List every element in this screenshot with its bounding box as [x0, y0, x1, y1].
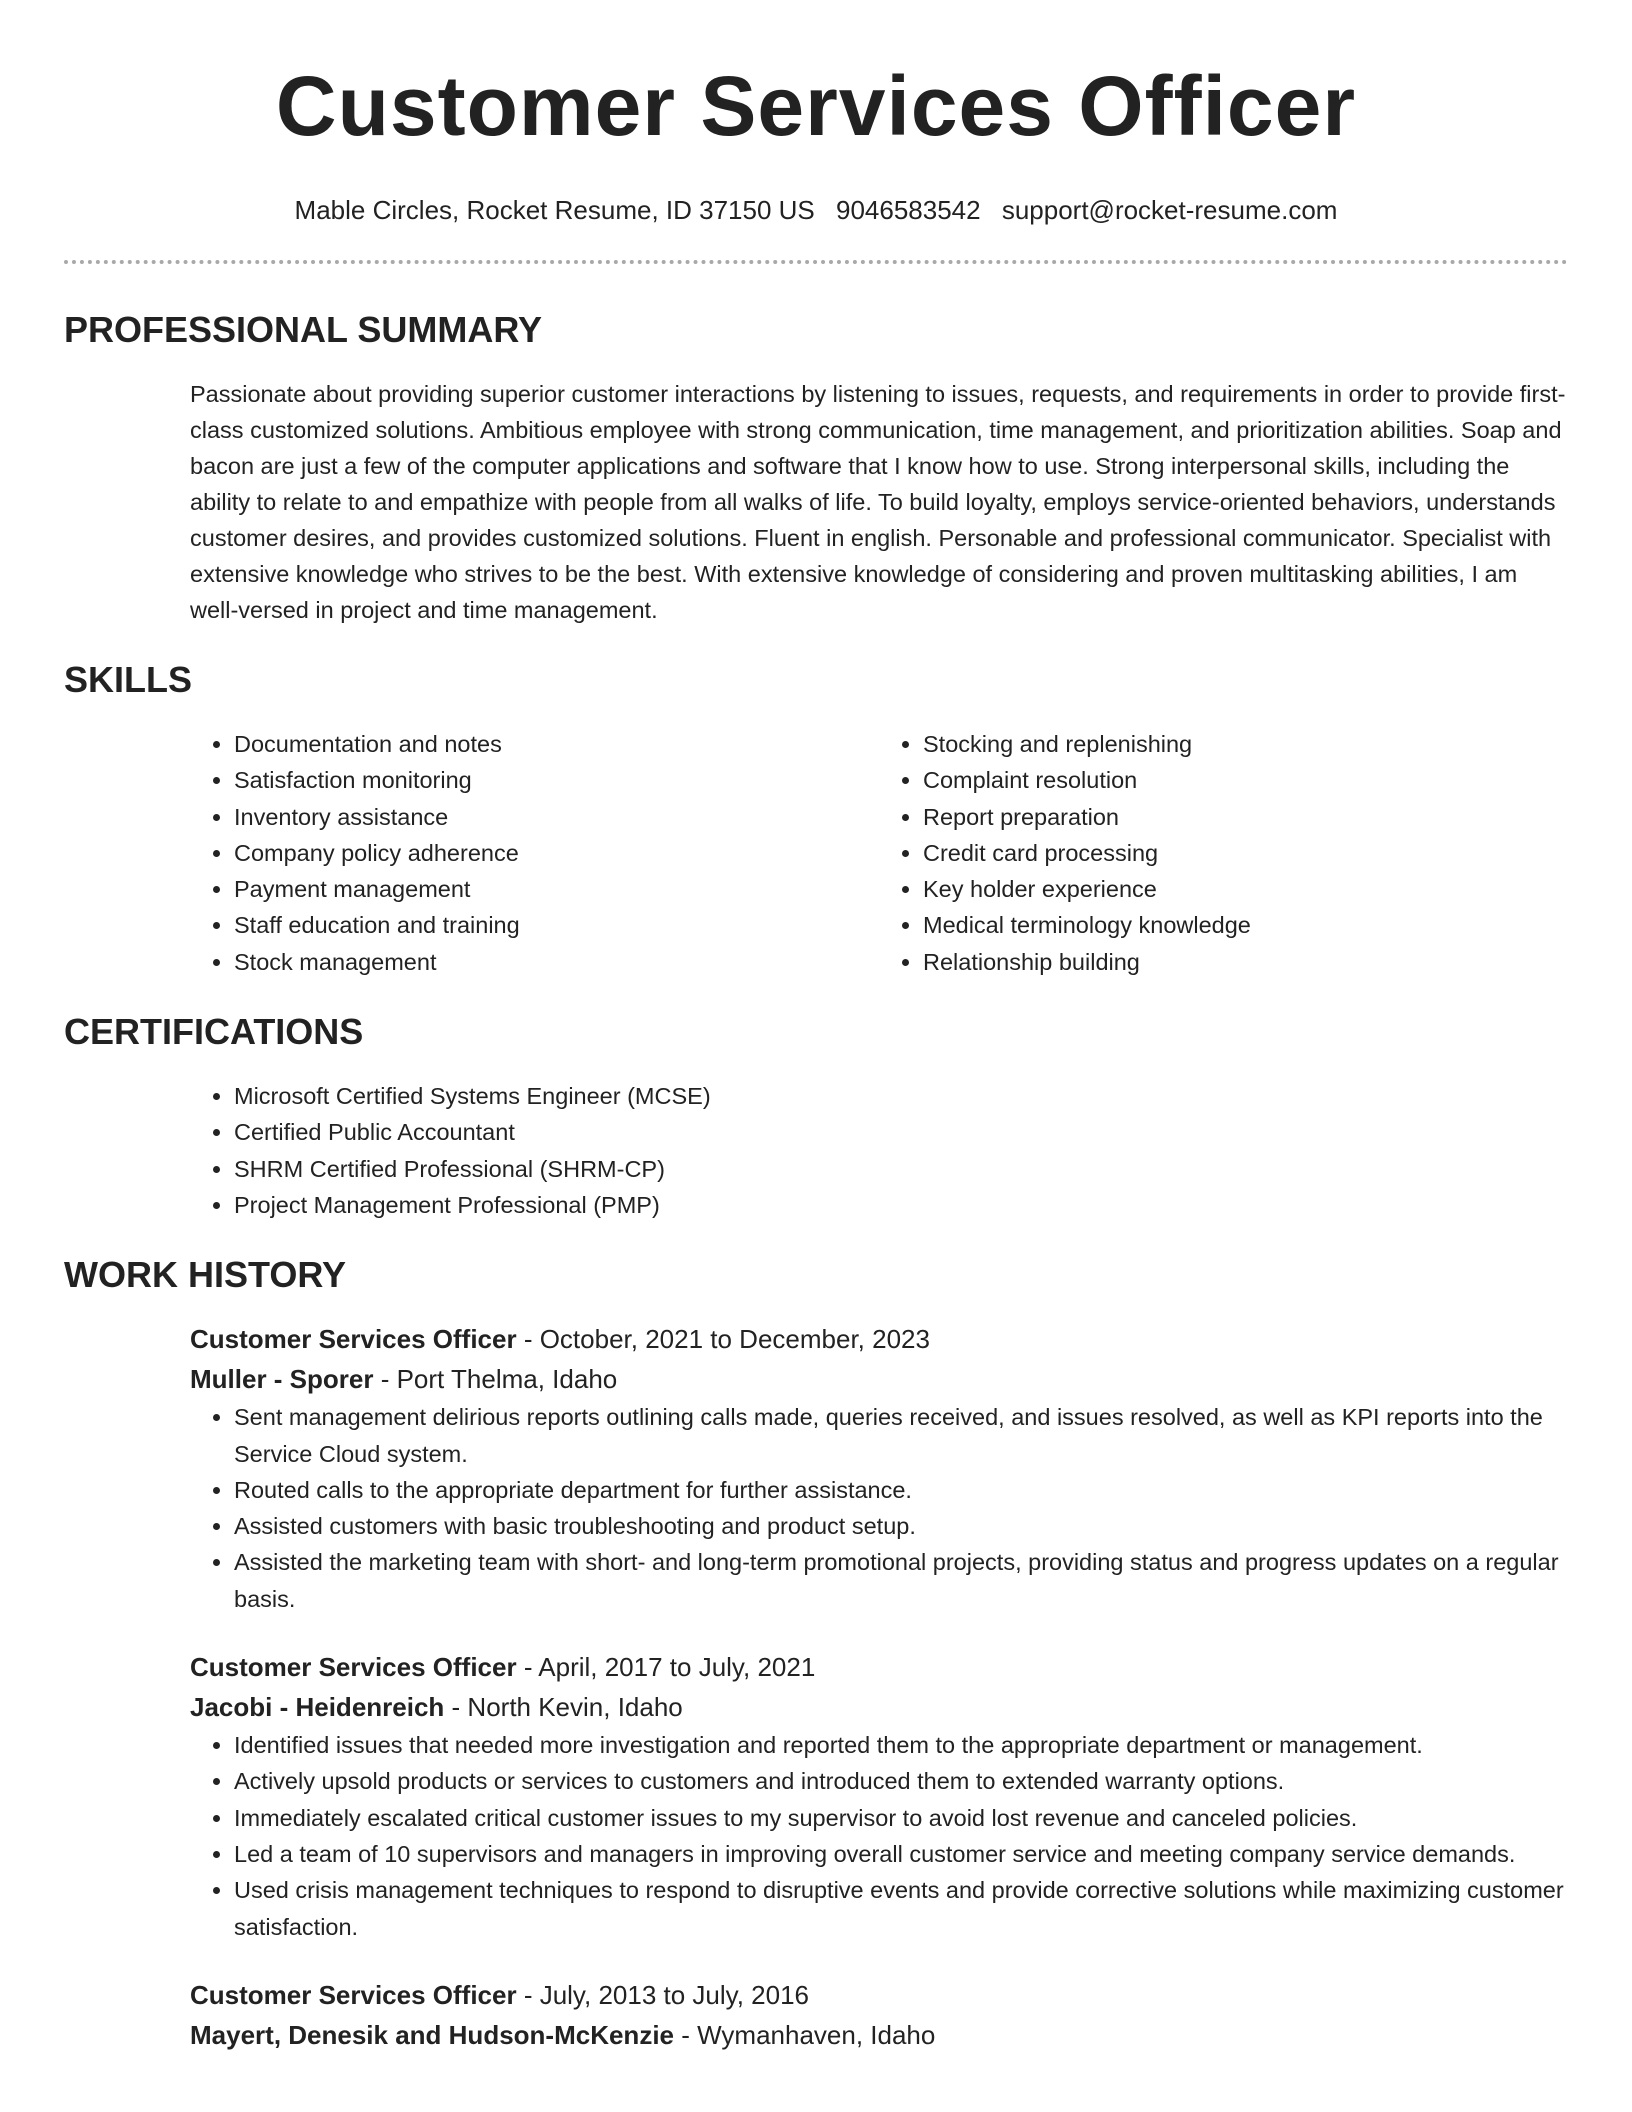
list-item: • Actively upsold products or services to customers and introduced them to extended warranty options. [234, 1763, 1568, 1799]
job-company: Mayert, Denesik and Hudson-McKenzie [190, 2019, 674, 2050]
summary-text: Passionate about providing superior customer interactions by listening to issues, requests, and requirements in order to provide first-class customized solutions. Ambitious employee with strong communication, time management, and prioritization abilities. Soap and bacon are just a few of the computer applications and software that I know how to use. Strong interpersonal skills, including the ability to relate to and empathize with people from all walks of life. To build loyalty, employs service-oriented behaviors, understands customer desires, and provides customized solutions. Fluent in english. Personable and professional communicator. Specialist with extensive knowledge who strives to be the best. With extensive knowledge of considering and proven multitasking abilities, I am well-versed in project and time management. [190, 381, 1566, 623]
job-company: Jacobi - Heidenreich [190, 1692, 445, 1723]
list-item: • Documentation and notes [234, 726, 879, 762]
resume-name: Customer Services Officer [275, 59, 1357, 153]
list-item: • Identified issues that needed more investigation and reported them to the appropriate department or management. [234, 1727, 1568, 1763]
summary-heading: PROFESSIONAL SUMMARY [64, 309, 543, 350]
summary-section [64, 376, 1568, 628]
job-bullets [190, 1399, 1568, 1617]
list-item: • Assisted customers with basic troubleshooting and product setup. [234, 1508, 1568, 1544]
list-item: • Assisted the marketing team with short- and long-term promotional projects, providing status and progress updates on a regular basis. [234, 1544, 1568, 1617]
list-item: • Company policy adherence [234, 835, 879, 871]
skills-list-right [879, 726, 1568, 980]
certifications-list [190, 1078, 1568, 1223]
work-history-section [64, 1319, 1568, 2055]
list-item: • Microsoft Certified Systems Engineer (MCSE) [234, 1078, 1568, 1114]
list-item: • Project Management Professional (PMP) [234, 1187, 1568, 1223]
job-company-line [190, 2015, 1568, 2055]
list-item: • Medical terminology knowledge [923, 907, 1568, 943]
job-title: Customer Services Officer [190, 1652, 517, 1683]
list-item: • Used crisis management techniques to respond to disruptive events and provide corrective solutions while maximizing customer satisfaction. [234, 1872, 1568, 1945]
contact-phone: 9046583542 [835, 195, 981, 225]
list-item: • Report preparation [923, 799, 1568, 835]
job-title-line [190, 1319, 1568, 1359]
job-company: Muller - Sporer [190, 1364, 374, 1395]
list-item: • Credit card processing [923, 835, 1568, 871]
job-title: Customer Services Officer [190, 1324, 517, 1355]
job-dates: - July, 2013 to July, 2016 [516, 1979, 810, 2010]
list-item: • Routed calls to the appropriate department for further assistance. [234, 1472, 1568, 1508]
list-item: • Inventory assistance [234, 799, 879, 835]
job-title-line [190, 1647, 1568, 1687]
list-item: • Payment management [234, 871, 879, 907]
job-title-line [190, 1975, 1568, 2015]
certifications-section [64, 1078, 1568, 1223]
job-entry [190, 1319, 1568, 1617]
job-dates: - April, 2017 to July, 2021 [516, 1652, 816, 1683]
work-history-heading: WORK HISTORY [64, 1254, 347, 1296]
list-item: • Stocking and replenishing [923, 726, 1568, 762]
skills-list-left [190, 726, 879, 980]
job-location: - Port Thelma, Idaho [373, 1364, 618, 1395]
job-dates: - October, 2021 to December, 2023 [516, 1324, 930, 1355]
list-item: • Immediately escalated critical customer issues to my supervisor to avoid lost revenue and canceled policies. [234, 1800, 1568, 1836]
list-item: • Led a team of 10 supervisors and managers in improving overall customer service and meeting company service demands. [234, 1836, 1568, 1872]
header-divider [64, 260, 1568, 264]
contact-line [64, 194, 1568, 226]
contact-email: support@rocket-resume.com [1001, 195, 1338, 225]
job-company-line [190, 1687, 1568, 1727]
list-item: • Relationship building [923, 944, 1568, 980]
skills-columns [190, 726, 1568, 980]
job-location: - North Kevin, Idaho [444, 1692, 683, 1723]
job-location: - Wymanhaven, Idaho [674, 2019, 936, 2050]
list-item: • Certified Public Accountant [234, 1114, 1568, 1150]
job-entry [190, 1647, 1568, 1945]
list-item: • SHRM Certified Professional (SHRM-CP) [234, 1151, 1568, 1187]
job-bullets [190, 1727, 1568, 1945]
list-item: • Satisfaction monitoring [234, 762, 879, 798]
list-item: • Staff education and training [234, 907, 879, 943]
list-item: • Key holder experience [923, 871, 1568, 907]
list-item: • Complaint resolution [923, 762, 1568, 798]
skills-heading: SKILLS [64, 659, 193, 700]
list-item: • Sent management delirious reports outlining calls made, queries received, and issues resolved, as well as KPI reports into the Service Cloud system. [234, 1399, 1568, 1472]
contact-address: Mable Circles, Rocket Resume, ID 37150 US [294, 195, 815, 225]
job-entry [190, 1975, 1568, 2055]
job-company-line [190, 1359, 1568, 1399]
skills-section [64, 726, 1568, 980]
list-item: • Stock management [234, 944, 879, 980]
certifications-heading: CERTIFICATIONS [64, 1011, 364, 1053]
job-title: Customer Services Officer [190, 1979, 517, 2010]
